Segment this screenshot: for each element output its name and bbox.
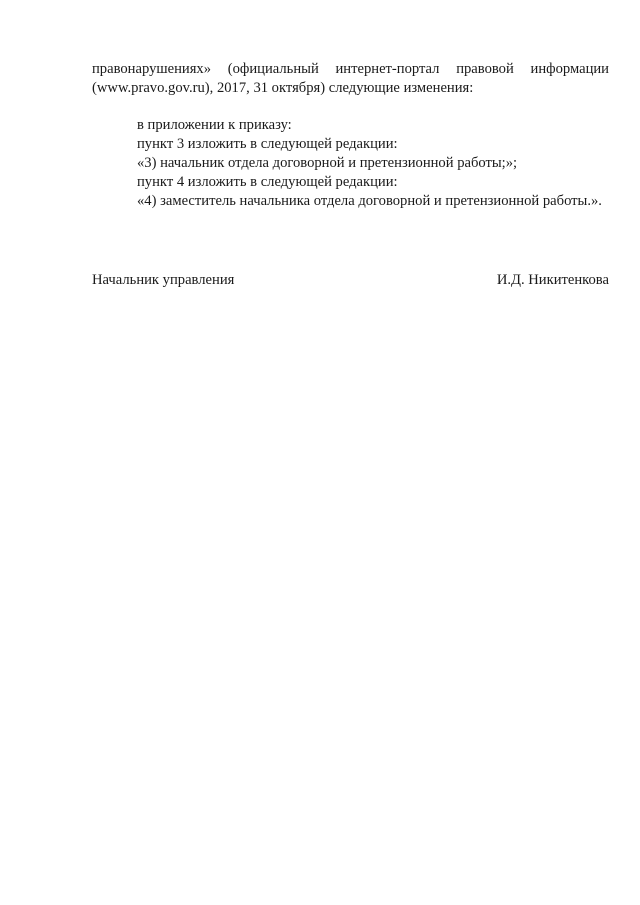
signature-block <box>92 271 609 290</box>
signatory-name: И.Д. Никитенкова <box>496 272 609 288</box>
change-item: «4) заместитель начальника отдела договорной и претензионной работы.». <box>137 193 602 209</box>
signatory-position: Начальник управления <box>92 272 235 288</box>
intro-paragraph <box>92 60 609 98</box>
change-item: пункт 4 изложить в следующей редакции: <box>137 174 398 190</box>
change-item: в приложении к приказу: <box>137 117 292 133</box>
change-item: «3) начальник отдела договорной и претензионной работы;»; <box>137 155 518 171</box>
changes-list <box>92 116 609 211</box>
intro-line-2: (www.pravo.gov.ru), 2017, 31 октября) следующие изменения: <box>92 80 474 96</box>
change-item: пункт 3 изложить в следующей редакции: <box>137 136 398 152</box>
intro-line-1: правонарушениях» (официальный интернет-портал правовой информации <box>92 61 609 77</box>
